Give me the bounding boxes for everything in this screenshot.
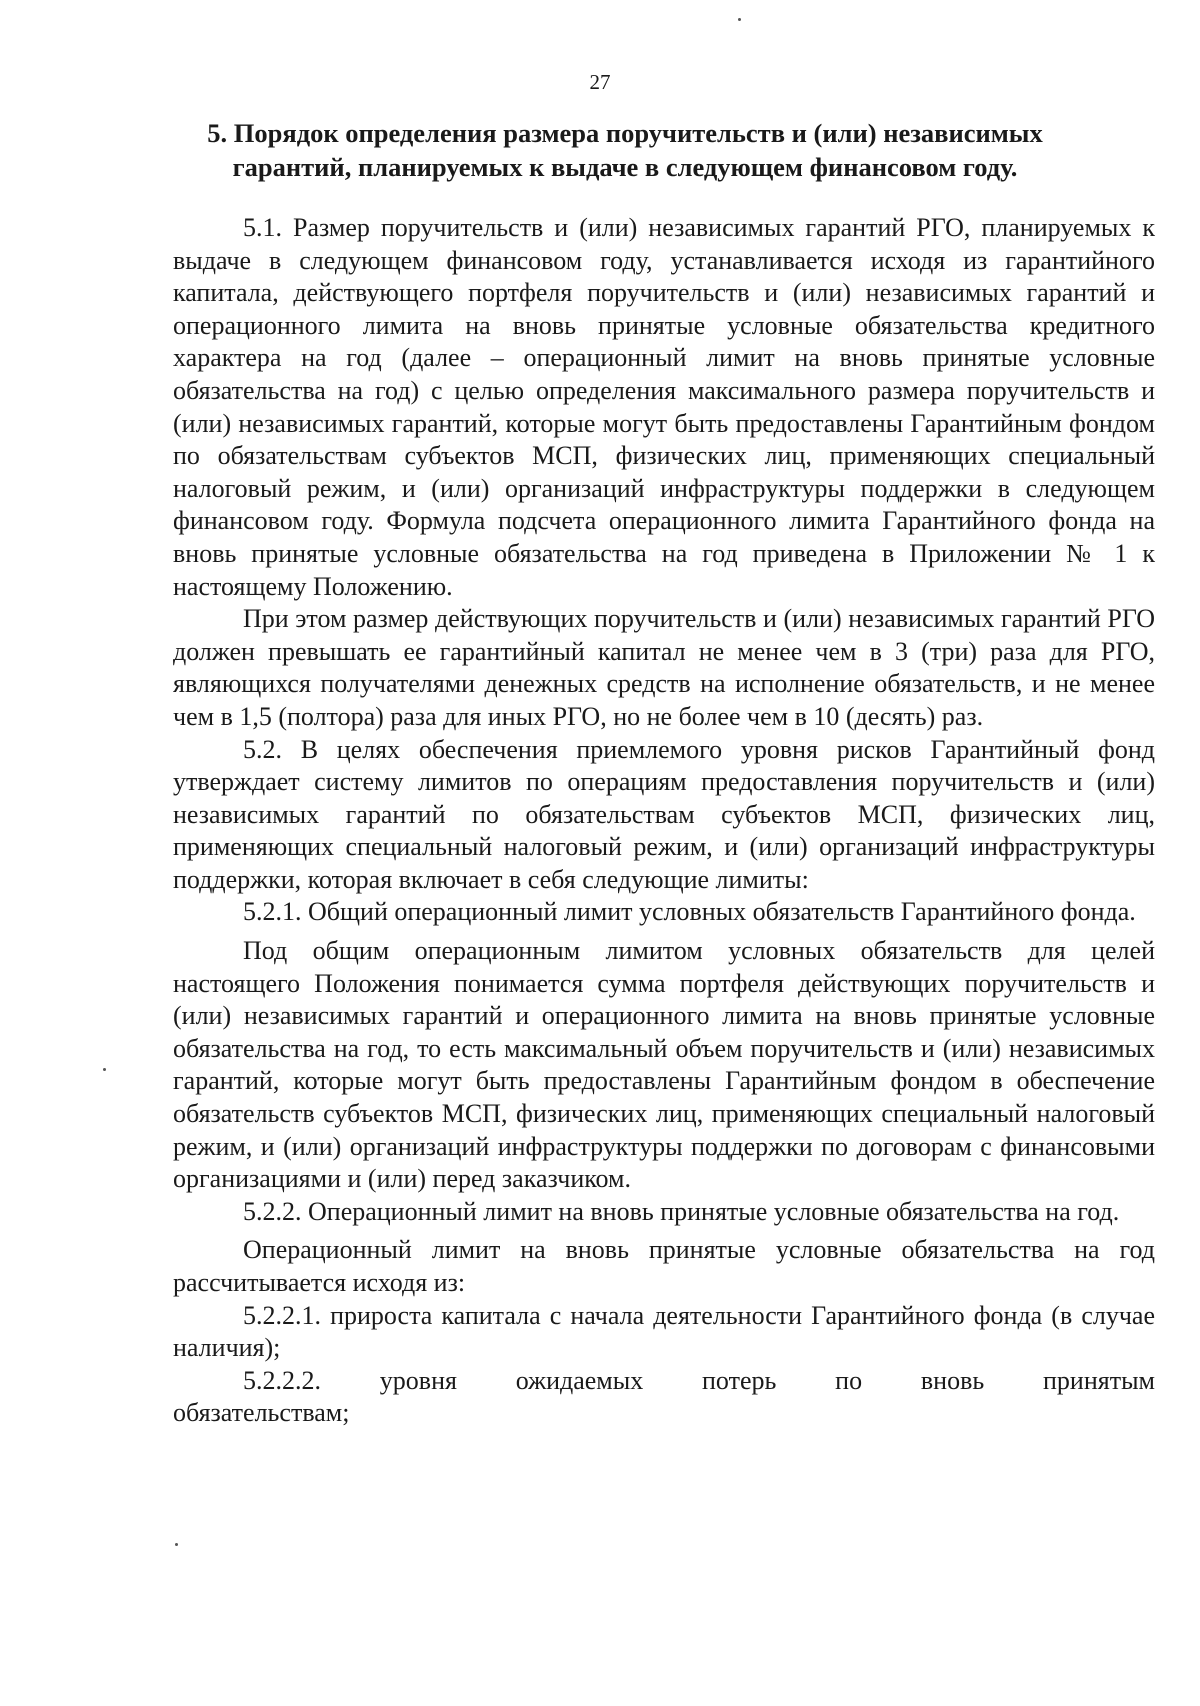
paragraph-rgo-ratio: При этом размер действующих поручительств и (или) независимых гарантий РГО должен превышать ее гарантийный капитал не менее чем в 3 (три) раза для РГО, являющихся получателями денежных средств на исполнение обязательств, и не менее чем в 1,5 (полтора) раза для иных РГО, но не более чем в 10 (десять) раз.: [173, 604, 1155, 731]
item-number: 5.2.2.2.: [243, 1365, 321, 1395]
paragraph-5-2: 5.2. В целях обеспечения приемлемого уровня рисков Гарантийный фонд утверждает систему лимитов по операциям предоставления поручительств и (или) независимых гарантий по обязательствам субъектов МСП, физических лиц, применяющих специальный налоговый режим, и (или) организаций инфраструктуры поддержки, которая включает в себя следующие лимиты:: [173, 734, 1155, 894]
paragraph-5-2-1: 5.2.1. Общий операционный лимит условных обязательств Гарантийного фонда.: [243, 897, 1136, 927]
paragraph-5-2-2-1: 5.2.2.1. прироста капитала с начала деятельности Гарантийного фонда (в случае наличия);: [173, 1300, 1155, 1363]
scan-speck: [103, 1068, 106, 1071]
word: вновь: [920, 1365, 985, 1395]
paragraph-operational-limit: Операционный лимит на вновь принятые условные обязательства на год рассчитывается исходя из:: [173, 1235, 1155, 1297]
item-continuation: обязательствам;: [173, 1398, 350, 1428]
paragraph-5-2-2-2: [173, 1365, 1155, 1430]
section-heading: 5. Порядок определения размера поручительств и (или) независимых гарантий, планируемых к выдаче в следующем финансовом году.: [207, 118, 1043, 182]
scan-speck: [738, 18, 741, 21]
word: ожидаемых: [515, 1365, 644, 1395]
word: принятым: [1043, 1365, 1155, 1395]
word: по: [835, 1365, 863, 1395]
paragraph-5-2-2: 5.2.2. Операционный лимит на вновь принятые условные обязательства на год.: [243, 1196, 1120, 1226]
page-number: 27: [589, 70, 611, 94]
paragraph-general-limit-definition: Под общим операционным лимитом условных обязательств для целей настоящего Положения понимается сумма портфеля действующих поручительств и (или) независимых гарантий и операционного лимита на вновь принятые условные обязательства на год, то есть максимальный объем поручительств и (или) независимых гарантий, которые могут быть предоставлены Гарантийным фондом в обеспечение обязательств субъектов МСП, физических лиц, применяющих специальный налоговый режим, и (или) организаций инфраструктуры поддержки по договорам с финансовыми организациями и (или) перед заказчиком.: [173, 936, 1155, 1194]
paragraph-5-1: 5.1. Размер поручительств и (или) независимых гарантий РГО, планируемых к выдаче в следующем финансовом году, устанавливается исходя из гарантийного капитала, действующего портфеля поручительств и (или) независимых гарантий и операционного лимита на вновь принятые условные обязательства кредитного характера на год (далее – операционный лимит на вновь принятые условные обязательства на год) с целью определения максимального размера поручительств и (или) независимых гарантий, которые могут быть предоставлены Гарантийным фондом по обязательствам субъектов МСП, физических лиц, применяющих специальный налоговый режим, и (или) организаций инфраструктуры поддержки в следующем финансовом году. Формула подсчета операционного лимита Гарантийного фонда на вновь принятые условные обязательства на год приведена в Приложении № 1 к настоящему Положению.: [173, 213, 1155, 601]
scan-speck: [175, 1543, 178, 1546]
word: уровня: [379, 1365, 457, 1395]
word: потерь: [702, 1365, 777, 1395]
document-body: [173, 212, 1155, 1430]
